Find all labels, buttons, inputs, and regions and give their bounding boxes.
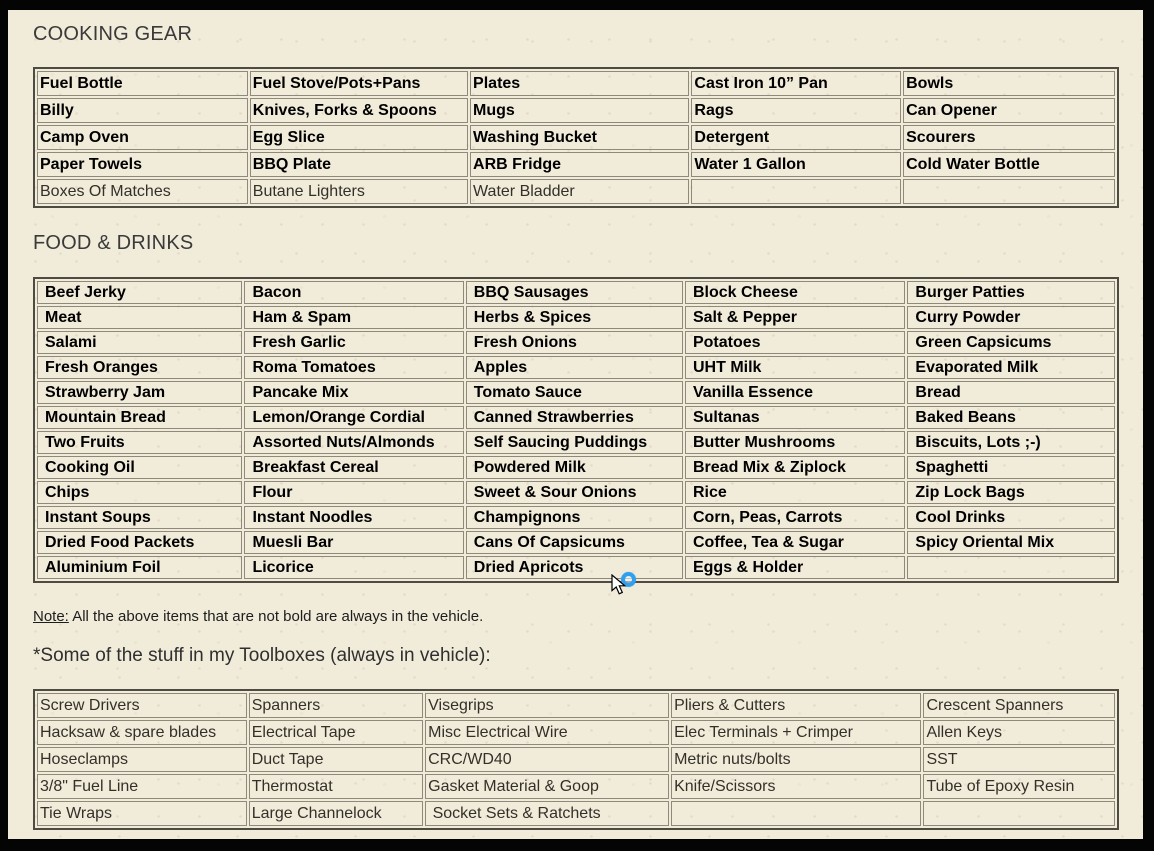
- table-cell: Metric nuts/bolts: [671, 747, 921, 772]
- table-cell: Two Fruits: [37, 431, 242, 454]
- toolbox-table: [33, 689, 1119, 830]
- table-cell: Vanilla Essence: [685, 381, 905, 404]
- table-cell: Tie Wraps: [37, 801, 247, 826]
- table-cell: Pliers & Cutters: [671, 693, 921, 718]
- note-line: [33, 608, 1119, 625]
- table-row: [37, 506, 1115, 529]
- table-cell: Meat: [37, 306, 242, 329]
- table-cell: Bread: [907, 381, 1115, 404]
- table-cell: Block Cheese: [685, 281, 905, 304]
- table-cell: Cold Water Bottle: [903, 152, 1115, 177]
- section-title-food-drinks: FOOD & DRINKS: [33, 232, 194, 254]
- table-cell: Pancake Mix: [244, 381, 463, 404]
- table-row: [37, 331, 1115, 354]
- table-cell: Hoseclamps: [37, 747, 247, 772]
- table-cell: Potatoes: [685, 331, 905, 354]
- table-cell: Mugs: [470, 98, 689, 123]
- table-cell: [671, 801, 921, 826]
- table-cell: Instant Soups: [37, 506, 242, 529]
- table-cell: Tube of Epoxy Resin: [923, 774, 1115, 799]
- table-cell: Muesli Bar: [244, 531, 463, 554]
- table-cell: Evaporated Milk: [907, 356, 1115, 379]
- table-cell: Baked Beans: [907, 406, 1115, 429]
- table-cell: Tomato Sauce: [466, 381, 683, 404]
- table-row: [37, 456, 1115, 479]
- table-cell: Sweet & Sour Onions: [466, 481, 683, 504]
- table-cell: Assorted Nuts/Almonds: [244, 431, 463, 454]
- table-cell: Flour: [244, 481, 463, 504]
- table-row: [37, 98, 1115, 123]
- table-cell: Electrical Tape: [249, 720, 423, 745]
- table-cell: Screw Drivers: [37, 693, 247, 718]
- table-row: [37, 179, 1115, 204]
- table-row: [37, 481, 1115, 504]
- table-cell: Fuel Bottle: [37, 71, 248, 96]
- table-cell: Beef Jerky: [37, 281, 242, 304]
- table-cell: Burger Patties: [907, 281, 1115, 304]
- table-cell: Biscuits, Lots ;-): [907, 431, 1115, 454]
- table-cell: Spaghetti: [907, 456, 1115, 479]
- table-cell: Spanners: [249, 693, 423, 718]
- table-cell: Corn, Peas, Carrots: [685, 506, 905, 529]
- table-cell: Can Opener: [903, 98, 1115, 123]
- table-cell: Plates: [470, 71, 689, 96]
- food-drinks-table: [33, 277, 1119, 583]
- table-cell: Gasket Material & Goop: [425, 774, 669, 799]
- table-cell: Coffee, Tea & Sugar: [685, 531, 905, 554]
- note-text: All the above items that are not bold are always in the vehicle.: [72, 608, 484, 625]
- table-cell: BBQ Sausages: [466, 281, 683, 304]
- table-cell: Aluminium Foil: [37, 556, 242, 579]
- mouse-cursor-icon: [611, 574, 631, 601]
- table-cell: Powdered Milk: [466, 456, 683, 479]
- table-cell: Herbs & Spices: [466, 306, 683, 329]
- table-cell: Fresh Oranges: [37, 356, 242, 379]
- table-cell: Large Channelock: [249, 801, 423, 826]
- table-cell: Sultanas: [685, 406, 905, 429]
- table-cell: SST: [923, 747, 1115, 772]
- table-cell: Ham & Spam: [244, 306, 463, 329]
- table-cell: Rags: [691, 98, 901, 123]
- table-row: [37, 125, 1115, 150]
- table-cell: Champignons: [466, 506, 683, 529]
- table-cell: Butane Lighters: [250, 179, 468, 204]
- table-cell: Zip Lock Bags: [907, 481, 1115, 504]
- table-cell: [691, 179, 901, 204]
- table-cell: [907, 556, 1115, 579]
- table-cell: Fuel Stove/Pots+Pans: [250, 71, 468, 96]
- table-cell: CRC/WD40: [425, 747, 669, 772]
- table-cell: Cool Drinks: [907, 506, 1115, 529]
- table-cell: Rice: [685, 481, 905, 504]
- section-title-toolboxes: *Some of the stuff in my Toolboxes (always in vehicle):: [33, 645, 491, 666]
- table-row: [37, 693, 1115, 718]
- table-cell: Elec Terminals + Crimper: [671, 720, 921, 745]
- table-cell: Misc Electrical Wire: [425, 720, 669, 745]
- table-cell: [923, 801, 1115, 826]
- table-cell: Duct Tape: [249, 747, 423, 772]
- table-cell: Fresh Garlic: [244, 331, 463, 354]
- table-cell: Bread Mix & Ziplock: [685, 456, 905, 479]
- table-cell: Cans Of Capsicums: [466, 531, 683, 554]
- table-cell: Strawberry Jam: [37, 381, 242, 404]
- table-cell: Water Bladder: [470, 179, 689, 204]
- table-cell: Lemon/Orange Cordial: [244, 406, 463, 429]
- table-cell: Scourers: [903, 125, 1115, 150]
- table-cell: Canned Strawberries: [466, 406, 683, 429]
- table-cell: Knives, Forks & Spoons: [250, 98, 468, 123]
- table-row: [37, 431, 1115, 454]
- table-cell: Crescent Spanners: [923, 693, 1115, 718]
- table-cell: Dried Apricots: [466, 556, 683, 579]
- table-cell: Hacksaw & spare blades: [37, 720, 247, 745]
- table-row: [37, 720, 1115, 745]
- table-cell: Apples: [466, 356, 683, 379]
- note-label: Note:: [33, 608, 69, 625]
- table-row: [37, 152, 1115, 177]
- table-cell: [903, 179, 1115, 204]
- table-cell: Camp Oven: [37, 125, 248, 150]
- table-cell: Cast Iron 10” Pan: [691, 71, 901, 96]
- cooking-gear-table: [33, 67, 1119, 208]
- table-row: [37, 71, 1115, 96]
- table-cell: Licorice: [244, 556, 463, 579]
- table-cell: ARB Fridge: [470, 152, 689, 177]
- table-row: [37, 747, 1115, 772]
- table-cell: Instant Noodles: [244, 506, 463, 529]
- table-row: [37, 531, 1115, 554]
- table-cell: Spicy Oriental Mix: [907, 531, 1115, 554]
- table-row: [37, 556, 1115, 579]
- table-row: [37, 306, 1115, 329]
- table-cell: Thermostat: [249, 774, 423, 799]
- table-cell: Butter Mushrooms: [685, 431, 905, 454]
- table-row: [37, 281, 1115, 304]
- table-row: [37, 774, 1115, 799]
- table-cell: Self Saucing Puddings: [466, 431, 683, 454]
- table-cell: Boxes Of Matches: [37, 179, 248, 204]
- table-row: [37, 381, 1115, 404]
- table-cell: Socket Sets & Ratchets: [425, 801, 669, 826]
- table-cell: UHT Milk: [685, 356, 905, 379]
- table-cell: Knife/Scissors: [671, 774, 921, 799]
- table-cell: Green Capsicums: [907, 331, 1115, 354]
- table-cell: Billy: [37, 98, 248, 123]
- table-cell: Washing Bucket: [470, 125, 689, 150]
- table-cell: 3/8" Fuel Line: [37, 774, 247, 799]
- table-cell: Visegrips: [425, 693, 669, 718]
- table-cell: Water 1 Gallon: [691, 152, 901, 177]
- table-row: [37, 356, 1115, 379]
- table-cell: Salami: [37, 331, 242, 354]
- table-cell: Eggs & Holder: [685, 556, 905, 579]
- table-cell: Fresh Onions: [466, 331, 683, 354]
- table-cell: Mountain Bread: [37, 406, 242, 429]
- table-cell: Detergent: [691, 125, 901, 150]
- table-cell: Bacon: [244, 281, 463, 304]
- table-cell: Chips: [37, 481, 242, 504]
- table-cell: Breakfast Cereal: [244, 456, 463, 479]
- table-cell: Bowls: [903, 71, 1115, 96]
- table-row: [37, 801, 1115, 826]
- table-cell: Dried Food Packets: [37, 531, 242, 554]
- table-cell: Egg Slice: [250, 125, 468, 150]
- table-cell: Cooking Oil: [37, 456, 242, 479]
- table-cell: Curry Powder: [907, 306, 1115, 329]
- section-title-cooking-gear: COOKING GEAR: [33, 23, 193, 45]
- table-row: [37, 406, 1115, 429]
- table-cell: Allen Keys: [923, 720, 1115, 745]
- table-cell: Roma Tomatoes: [244, 356, 463, 379]
- table-cell: Paper Towels: [37, 152, 248, 177]
- table-cell: Salt & Pepper: [685, 306, 905, 329]
- table-cell: BBQ Plate: [250, 152, 468, 177]
